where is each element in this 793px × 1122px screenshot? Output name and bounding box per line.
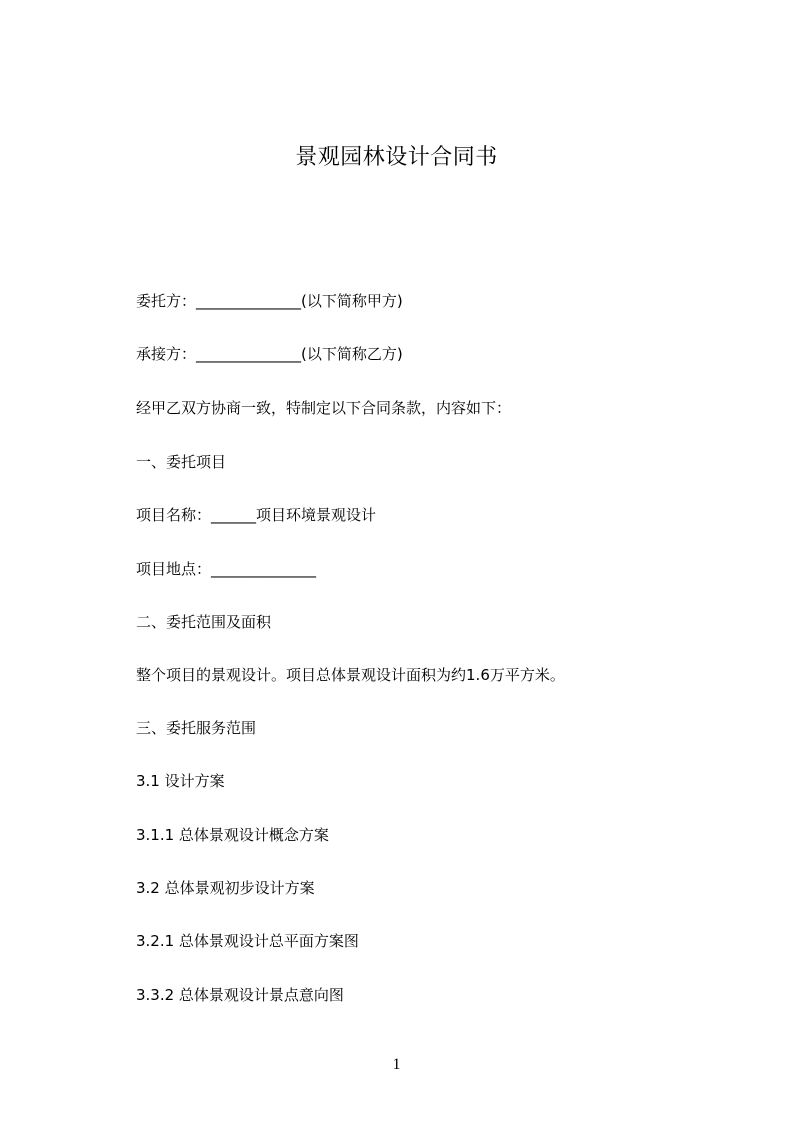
scope-area-line: 整个项目的景观设计。项目总体景观设计面积为约1.6万平方米。 bbox=[136, 666, 565, 684]
clause-3-1-1: 3.1.1 总体景观设计概念方案 bbox=[136, 826, 329, 844]
page-number: 1 bbox=[392, 1056, 401, 1073]
section-heading-3: 三、委托服务范围 bbox=[136, 719, 257, 737]
project-location-line: 项目地点：______________ bbox=[136, 560, 317, 578]
project-name-line: 项目名称：______项目环境景观设计 bbox=[136, 506, 377, 524]
agreement-intro-line: 经甲乙双方协商一致，特制定以下合同条款，内容如下： bbox=[136, 399, 512, 417]
clause-3-1: 3.1 设计方案 bbox=[136, 772, 225, 790]
client-party-line: 委托方：______________(以下简称甲方) bbox=[136, 292, 403, 310]
section-heading-2: 二、委托范围及面积 bbox=[136, 613, 272, 631]
contractor-party-line: 承接方：______________(以下简称乙方) bbox=[136, 345, 403, 363]
clause-3-2: 3.2 总体景观初步设计方案 bbox=[136, 879, 315, 897]
section-heading-1: 一、委托项目 bbox=[136, 453, 227, 471]
clause-3-3-2: 3.3.2 总体景观设计景点意向图 bbox=[136, 986, 344, 1004]
document-title: 景观园林设计合同书 bbox=[295, 145, 498, 170]
clause-3-2-1: 3.2.1 总体景观设计总平面方案图 bbox=[136, 932, 359, 950]
